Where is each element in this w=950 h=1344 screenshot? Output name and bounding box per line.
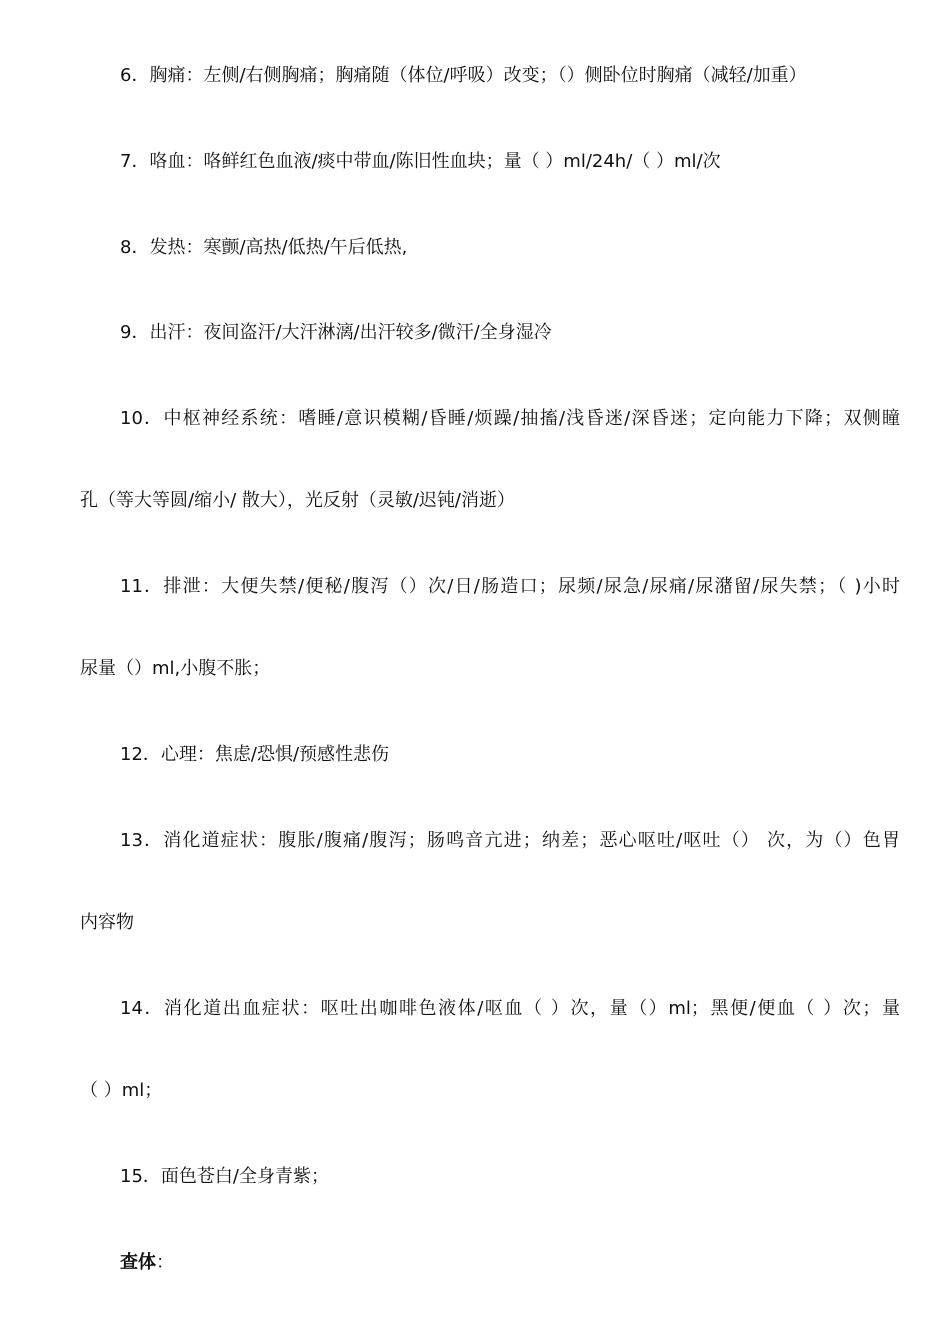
item-12-line-1: 12．心理：焦虑/恐惧/预感性悲伤 (120, 744, 390, 765)
item-10-line-1: 10．中枢神经系统：嗜睡/意识模糊/昏睡/烦躁/抽搐/浅昏迷/深昏迷；定向能力下降；双侧瞳 (120, 408, 900, 429)
item-11-line-2: 尿量（）ml,小腹不胀； (80, 658, 271, 679)
section-heading (120, 1251, 900, 1275)
item-8-line-1: 8．发热：寒颤/高热/低热/午后低热, (120, 237, 408, 258)
item-14-line-2: （ ）ml； (80, 1080, 163, 1101)
section-heading-colon: ： (156, 1252, 174, 1273)
item-7-line-1: 7．咯血：咯鲜红色血液/痰中带血/陈旧性血块；量（ ）ml/24h/（ ）ml/次 (120, 151, 721, 172)
section-heading-text: 查体 (120, 1252, 156, 1273)
item-13-line-1: 13．消化道症状：腹胀/腹痛/腹泻；肠鸣音亢进；纳差；恶心呕吐/呕吐（） 次，为（）色胃 (120, 830, 900, 851)
item-14-line-1: 14．消化道出血症状：呕吐出咖啡色液体/呕血（ ）次，量（）ml；黑便/便血（ ）次；量 (120, 998, 900, 1019)
item-10-line-2: 孔（等大等圆/缩小/ 散大），光反射（灵敏/迟钝/消逝） (80, 490, 515, 511)
item-6-line-1: 6．胸痛：左侧/右侧胸痛；胸痛随（体位/呼吸）改变；（）侧卧位时胸痛（减轻/加重） (120, 65, 807, 86)
item-15-line-1: 15．面色苍白/全身青紫； (120, 1166, 329, 1187)
item-9-line-1: 9．出汗：夜间盗汗/大汗淋漓/出汗较多/微汗/全身湿冷 (120, 322, 552, 343)
item-13-line-2: 内容物 (80, 912, 134, 933)
item-11-line-1: 11．排泄：大便失禁/便秘/腹泻（）次/日/肠造口；尿频/尿急/尿痛/尿潴留/尿失禁；（ )小时 (120, 576, 900, 597)
